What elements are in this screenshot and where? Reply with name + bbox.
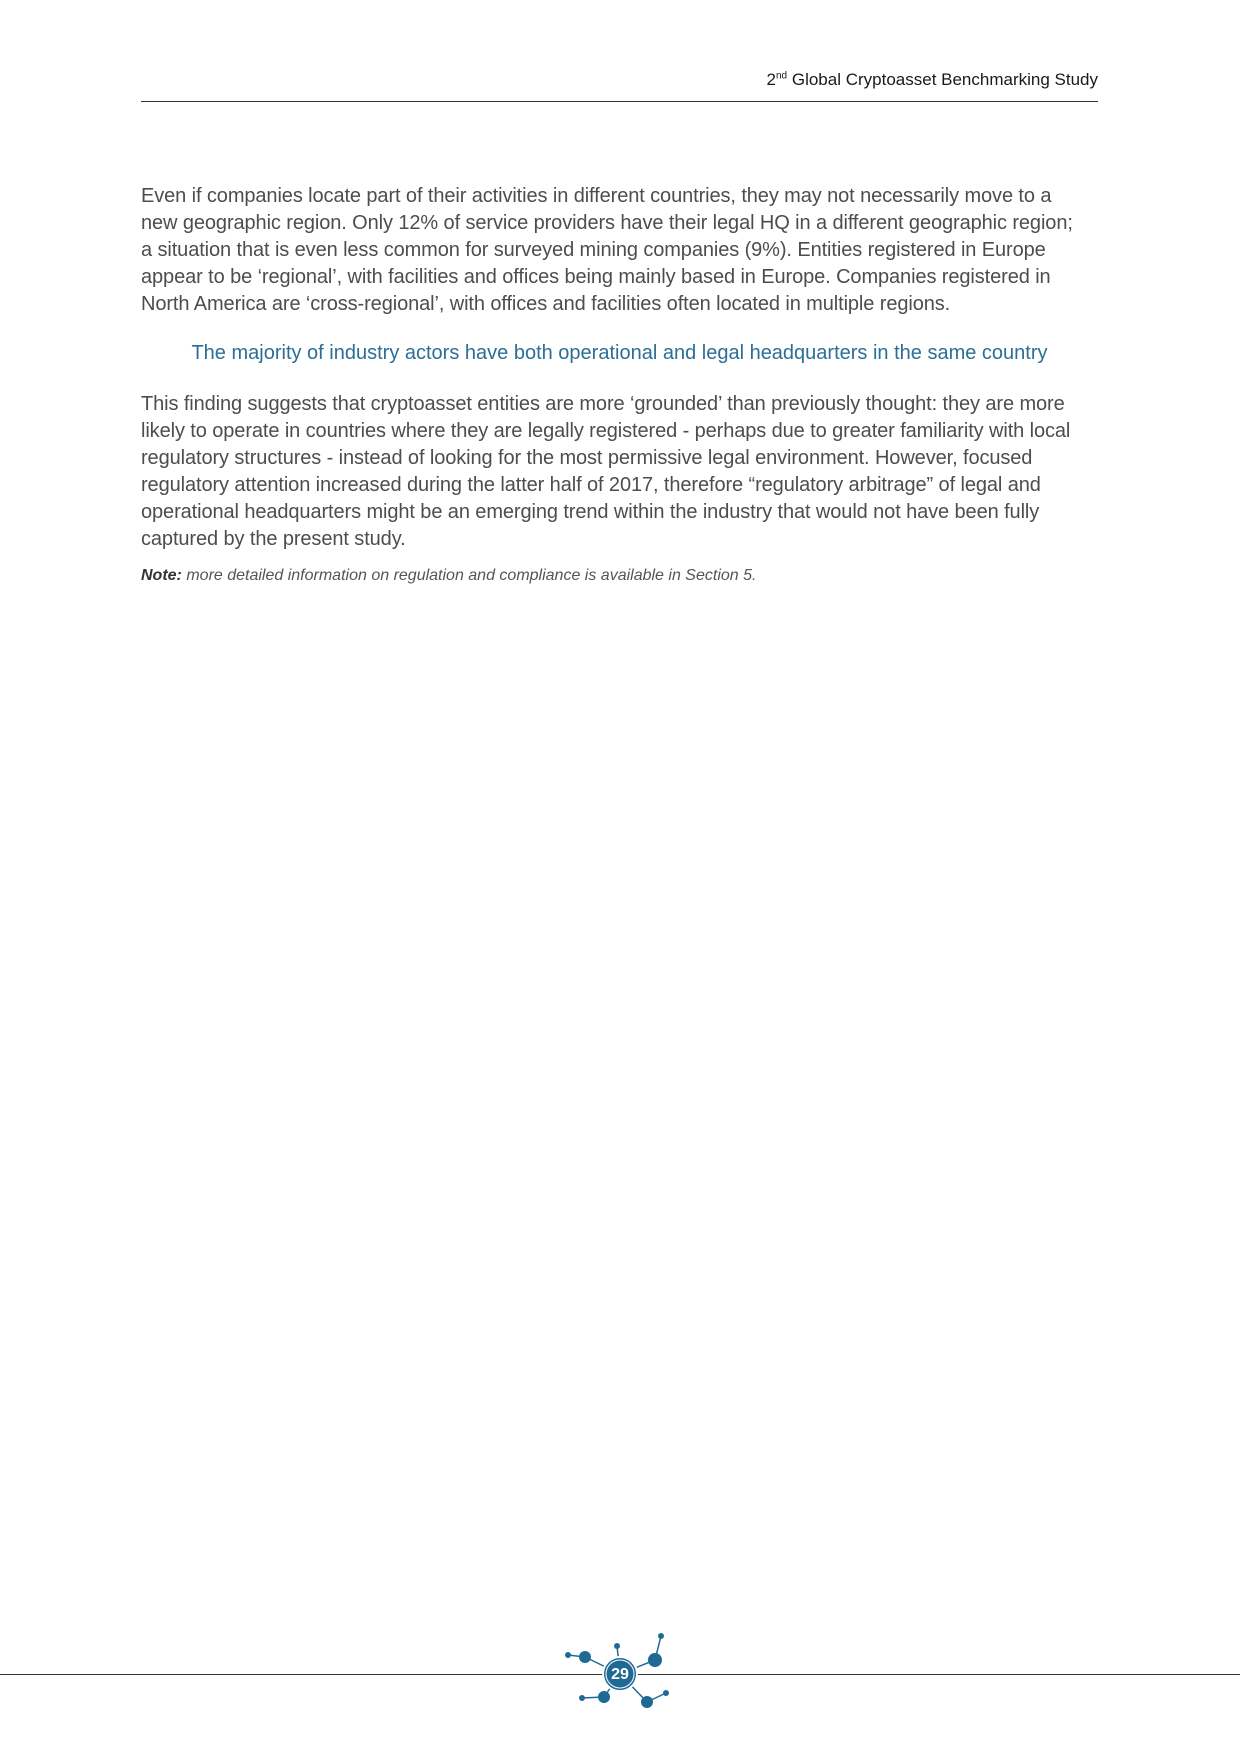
title-ordinal: nd — [776, 70, 788, 82]
title-number: 2 — [766, 70, 776, 89]
title-text: Global Cryptoasset Benchmarking Study — [787, 70, 1098, 89]
highlight-statement: The majority of industry actors have both operational and legal headquarters in the same country — [191, 342, 1048, 364]
page-header — [141, 66, 1098, 102]
body-paragraph-1: Even if companies locate part of their activities in different countries, they may not necessarily move to a new geographic region. Only 12% of service providers have their legal HQ in a different geographic region; a situation that is even less common for surveyed mining companies (9%). Entities registered in Europe appear to be ‘regional’, with facilities and offices being mainly based in Europe. Companies registered in North America are ‘cross-regional’, with offices and facilities often located in multiple regions. — [141, 185, 1073, 315]
page-number: 29 — [611, 1666, 629, 1683]
note — [141, 565, 1098, 587]
body-paragraph-2: This finding suggests that cryptoasset entities are more ‘grounded’ than previously thought: they are more likely to operate in countries where they are legally registered - perhaps due to greater familiarity with local regulatory structures - instead of looking for the most permissive legal environment. However, focused regulatory attention increased during the latter half of 2017, therefore “regulatory arbitrage” of legal and operational headquarters might be an emerging trend within the industry that would not have been fully captured by the present study. — [141, 393, 1071, 550]
note-text: more detailed information on regulation and compliance is available in Section 5. — [181, 567, 757, 584]
main-content — [141, 183, 1098, 587]
note-label: Note: — [141, 567, 182, 584]
document-title — [767, 70, 1098, 90]
